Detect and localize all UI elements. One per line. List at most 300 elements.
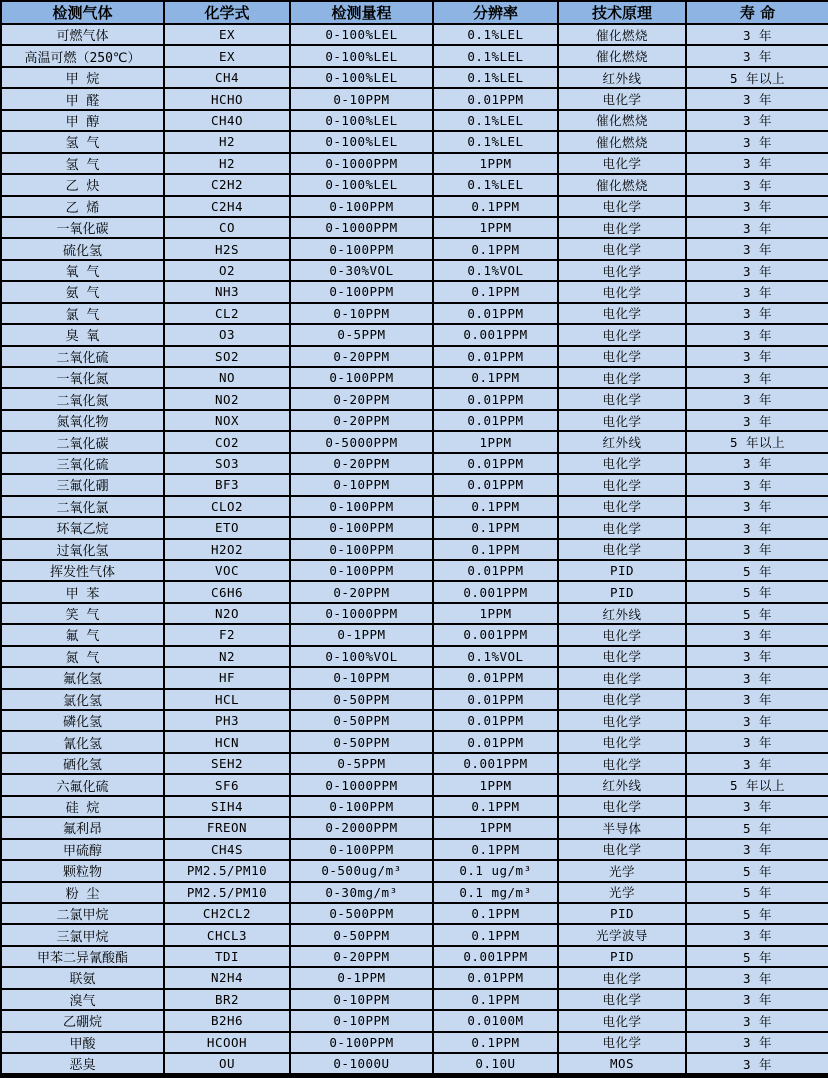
cell-lifespan: 3 年 <box>686 388 828 409</box>
cell-range: 0-50PPM <box>290 924 433 945</box>
cell-principle: 电化学 <box>558 281 686 302</box>
cell-principle: 光学波导 <box>558 924 686 945</box>
cell-formula: CH4S <box>164 839 290 860</box>
cell-gas: 甲硫醇 <box>1 839 164 860</box>
cell-lifespan: 3 年 <box>686 131 828 152</box>
cell-range: 0-100%LEL <box>290 174 433 195</box>
cell-resolution: 0.10U <box>433 1053 558 1076</box>
cell-gas: 硅 烷 <box>1 796 164 817</box>
table-row <box>1 260 828 281</box>
header-resolution: 分辨率 <box>433 1 558 24</box>
cell-gas: 一氧化碳 <box>1 217 164 238</box>
cell-principle: 电化学 <box>558 474 686 495</box>
header-row <box>1 1 828 24</box>
cell-resolution: 0.01PPM <box>433 667 558 688</box>
cell-resolution: 0.0100M <box>433 1010 558 1031</box>
cell-gas: 环氧乙烷 <box>1 517 164 538</box>
cell-principle: 电化学 <box>558 710 686 731</box>
cell-lifespan: 3 年 <box>686 989 828 1010</box>
cell-range: 0-100%LEL <box>290 110 433 131</box>
cell-resolution: 0.01PPM <box>433 474 558 495</box>
cell-gas: 磷化氢 <box>1 710 164 731</box>
cell-resolution: 0.01PPM <box>433 689 558 710</box>
cell-lifespan: 3 年 <box>686 689 828 710</box>
cell-range: 0-10PPM <box>290 667 433 688</box>
cell-formula: HCOOH <box>164 1032 290 1053</box>
table-row <box>1 431 828 452</box>
cell-lifespan: 3 年 <box>686 281 828 302</box>
cell-lifespan: 3 年 <box>686 453 828 474</box>
cell-lifespan: 5 年 <box>686 817 828 838</box>
table-row <box>1 796 828 817</box>
cell-lifespan: 3 年 <box>686 24 828 45</box>
cell-lifespan: 3 年 <box>686 303 828 324</box>
cell-principle: 电化学 <box>558 324 686 345</box>
cell-lifespan: 5 年 <box>686 860 828 881</box>
cell-principle: 电化学 <box>558 346 686 367</box>
cell-principle: 电化学 <box>558 1010 686 1031</box>
cell-formula: SO2 <box>164 346 290 367</box>
cell-lifespan: 3 年 <box>686 496 828 517</box>
cell-range: 0-20PPM <box>290 946 433 967</box>
cell-range: 0-10PPM <box>290 474 433 495</box>
cell-range: 0-100PPM <box>290 517 433 538</box>
cell-gas: 氮氧化物 <box>1 410 164 431</box>
cell-gas: 粉 尘 <box>1 882 164 903</box>
cell-lifespan: 5 年 <box>686 603 828 624</box>
cell-formula: PM2.5/PM10 <box>164 860 290 881</box>
cell-resolution: 0.1PPM <box>433 924 558 945</box>
cell-range: 0-30mg/m³ <box>290 882 433 903</box>
table-row <box>1 882 828 903</box>
cell-lifespan: 3 年 <box>686 667 828 688</box>
table-row <box>1 153 828 174</box>
cell-range: 0-20PPM <box>290 453 433 474</box>
cell-gas: 乙 炔 <box>1 174 164 195</box>
cell-gas: 高温可燃（250℃） <box>1 45 164 66</box>
table-row <box>1 924 828 945</box>
cell-range: 0-100PPM <box>290 560 433 581</box>
cell-range: 0-1000PPM <box>290 153 433 174</box>
cell-range: 0-1PPM <box>290 624 433 645</box>
cell-range: 0-100PPM <box>290 238 433 259</box>
cell-lifespan: 3 年 <box>686 153 828 174</box>
table-row <box>1 88 828 109</box>
cell-formula: O3 <box>164 324 290 345</box>
cell-formula: CO2 <box>164 431 290 452</box>
cell-principle: 电化学 <box>558 753 686 774</box>
table-row <box>1 24 828 45</box>
table-row <box>1 388 828 409</box>
cell-lifespan: 3 年 <box>686 1053 828 1076</box>
cell-lifespan: 3 年 <box>686 839 828 860</box>
table-row <box>1 45 828 66</box>
cell-range: 0-5PPM <box>290 324 433 345</box>
cell-gas: 氨 气 <box>1 281 164 302</box>
cell-lifespan: 5 年以上 <box>686 67 828 88</box>
cell-gas: 二氧化碳 <box>1 431 164 452</box>
cell-principle: PID <box>558 903 686 924</box>
cell-principle: 电化学 <box>558 624 686 645</box>
cell-resolution: 0.1PPM <box>433 839 558 860</box>
cell-resolution: 0.001PPM <box>433 581 558 602</box>
cell-principle: 电化学 <box>558 217 686 238</box>
cell-principle: 电化学 <box>558 153 686 174</box>
cell-resolution: 1PPM <box>433 153 558 174</box>
cell-principle: 催化燃烧 <box>558 45 686 66</box>
cell-gas: 甲 烷 <box>1 67 164 88</box>
table-row <box>1 603 828 624</box>
cell-resolution: 0.1 mg/m³ <box>433 882 558 903</box>
cell-lifespan: 3 年 <box>686 410 828 431</box>
cell-principle: 电化学 <box>558 689 686 710</box>
cell-gas: 氯 气 <box>1 303 164 324</box>
table-row <box>1 1010 828 1031</box>
header-principle: 技术原理 <box>558 1 686 24</box>
cell-resolution: 1PPM <box>433 774 558 795</box>
cell-range: 0-5000PPM <box>290 431 433 452</box>
table-row <box>1 196 828 217</box>
cell-formula: HCN <box>164 731 290 752</box>
cell-resolution: 0.1PPM <box>433 539 558 560</box>
cell-resolution: 0.1PPM <box>433 796 558 817</box>
table-row <box>1 710 828 731</box>
cell-lifespan: 5 年 <box>686 560 828 581</box>
cell-resolution: 0.01PPM <box>433 88 558 109</box>
cell-gas: 六氟化硫 <box>1 774 164 795</box>
cell-formula: C6H6 <box>164 581 290 602</box>
cell-gas: 氮 气 <box>1 646 164 667</box>
cell-gas: 三氧化硫 <box>1 453 164 474</box>
header-formula: 化学式 <box>164 1 290 24</box>
cell-lifespan: 3 年 <box>686 624 828 645</box>
table-row <box>1 131 828 152</box>
cell-principle: 红外线 <box>558 431 686 452</box>
table-row <box>1 774 828 795</box>
cell-principle: 催化燃烧 <box>558 24 686 45</box>
cell-formula: O2 <box>164 260 290 281</box>
cell-resolution: 0.01PPM <box>433 560 558 581</box>
cell-gas: 甲 醛 <box>1 88 164 109</box>
cell-lifespan: 3 年 <box>686 196 828 217</box>
cell-formula: CL2 <box>164 303 290 324</box>
cell-lifespan: 3 年 <box>686 110 828 131</box>
cell-resolution: 0.1 ug/m³ <box>433 860 558 881</box>
cell-lifespan: 5 年 <box>686 903 828 924</box>
table-row <box>1 217 828 238</box>
table-row <box>1 731 828 752</box>
cell-lifespan: 5 年以上 <box>686 431 828 452</box>
table-row <box>1 496 828 517</box>
cell-gas: 挥发性气体 <box>1 560 164 581</box>
cell-formula: C2H2 <box>164 174 290 195</box>
table-row <box>1 474 828 495</box>
cell-range: 0-100PPM <box>290 281 433 302</box>
cell-formula: CH4 <box>164 67 290 88</box>
cell-principle: 电化学 <box>558 388 686 409</box>
cell-lifespan: 3 年 <box>686 796 828 817</box>
cell-principle: PID <box>558 560 686 581</box>
table-row <box>1 624 828 645</box>
table-row <box>1 903 828 924</box>
cell-principle: PID <box>558 581 686 602</box>
cell-lifespan: 3 年 <box>686 174 828 195</box>
cell-lifespan: 3 年 <box>686 731 828 752</box>
cell-formula: SEH2 <box>164 753 290 774</box>
cell-principle: 电化学 <box>558 646 686 667</box>
cell-lifespan: 5 年 <box>686 946 828 967</box>
cell-principle: 催化燃烧 <box>558 131 686 152</box>
cell-formula: OU <box>164 1053 290 1076</box>
cell-resolution: 0.1%LEL <box>433 174 558 195</box>
cell-gas: 氢 气 <box>1 131 164 152</box>
cell-principle: 电化学 <box>558 989 686 1010</box>
cell-resolution: 0.1PPM <box>433 1032 558 1053</box>
cell-formula: B2H6 <box>164 1010 290 1031</box>
cell-range: 0-1000U <box>290 1053 433 1076</box>
cell-range: 0-1000PPM <box>290 603 433 624</box>
cell-range: 0-2000PPM <box>290 817 433 838</box>
cell-formula: EX <box>164 24 290 45</box>
table-row <box>1 281 828 302</box>
table-row <box>1 817 828 838</box>
cell-lifespan: 3 年 <box>686 646 828 667</box>
cell-lifespan: 3 年 <box>686 1032 828 1053</box>
cell-formula: CH2CL2 <box>164 903 290 924</box>
cell-formula: H2S <box>164 238 290 259</box>
cell-resolution: 0.1PPM <box>433 989 558 1010</box>
cell-lifespan: 3 年 <box>686 45 828 66</box>
cell-resolution: 0.001PPM <box>433 324 558 345</box>
cell-formula: HCHO <box>164 88 290 109</box>
cell-formula: PH3 <box>164 710 290 731</box>
table-row <box>1 67 828 88</box>
cell-range: 0-100%LEL <box>290 24 433 45</box>
cell-principle: 电化学 <box>558 796 686 817</box>
cell-range: 0-100PPM <box>290 367 433 388</box>
cell-range: 0-5PPM <box>290 753 433 774</box>
table-row <box>1 753 828 774</box>
cell-lifespan: 5 年以上 <box>686 774 828 795</box>
header-lifespan: 寿 命 <box>686 1 828 24</box>
cell-principle: 电化学 <box>558 260 686 281</box>
cell-formula: FREON <box>164 817 290 838</box>
cell-gas: 氰化氢 <box>1 731 164 752</box>
cell-resolution: 0.001PPM <box>433 753 558 774</box>
cell-gas: 二氯甲烷 <box>1 903 164 924</box>
cell-formula: BR2 <box>164 989 290 1010</box>
cell-gas: 乙 烯 <box>1 196 164 217</box>
cell-formula: N2O <box>164 603 290 624</box>
cell-principle: 电化学 <box>558 303 686 324</box>
cell-formula: H2O2 <box>164 539 290 560</box>
cell-resolution: 0.1%LEL <box>433 24 558 45</box>
cell-formula: HF <box>164 667 290 688</box>
cell-range: 0-50PPM <box>290 689 433 710</box>
cell-lifespan: 3 年 <box>686 346 828 367</box>
cell-range: 0-100%LEL <box>290 131 433 152</box>
cell-principle: 电化学 <box>558 539 686 560</box>
cell-gas: 氢 气 <box>1 153 164 174</box>
cell-lifespan: 3 年 <box>686 260 828 281</box>
cell-gas: 一氧化氮 <box>1 367 164 388</box>
cell-principle: 电化学 <box>558 410 686 431</box>
cell-gas: 甲 苯 <box>1 581 164 602</box>
cell-principle: 电化学 <box>558 1032 686 1053</box>
cell-range: 0-50PPM <box>290 731 433 752</box>
cell-range: 0-100PPM <box>290 1032 433 1053</box>
cell-formula: TDI <box>164 946 290 967</box>
cell-gas: 颗粒物 <box>1 860 164 881</box>
cell-range: 0-500PPM <box>290 903 433 924</box>
cell-range: 0-20PPM <box>290 346 433 367</box>
table-body <box>1 24 828 1076</box>
header-range: 检测量程 <box>290 1 433 24</box>
cell-principle: 红外线 <box>558 67 686 88</box>
cell-resolution: 1PPM <box>433 817 558 838</box>
cell-resolution: 0.01PPM <box>433 453 558 474</box>
cell-principle: 电化学 <box>558 367 686 388</box>
cell-formula: H2 <box>164 153 290 174</box>
cell-lifespan: 5 年 <box>686 581 828 602</box>
cell-resolution: 0.001PPM <box>433 624 558 645</box>
cell-resolution: 0.1%VOL <box>433 260 558 281</box>
cell-principle: 电化学 <box>558 667 686 688</box>
cell-resolution: 1PPM <box>433 603 558 624</box>
cell-formula: CLO2 <box>164 496 290 517</box>
cell-range: 0-100%VOL <box>290 646 433 667</box>
cell-gas: 氟 气 <box>1 624 164 645</box>
table-row <box>1 1032 828 1053</box>
cell-lifespan: 3 年 <box>686 217 828 238</box>
table-header <box>1 1 828 24</box>
cell-resolution: 0.01PPM <box>433 731 558 752</box>
cell-range: 0-100%LEL <box>290 67 433 88</box>
cell-resolution: 0.1PPM <box>433 496 558 517</box>
cell-resolution: 0.01PPM <box>433 710 558 731</box>
table-row <box>1 646 828 667</box>
cell-principle: MOS <box>558 1053 686 1076</box>
table-row <box>1 667 828 688</box>
cell-principle: PID <box>558 946 686 967</box>
cell-formula: NH3 <box>164 281 290 302</box>
cell-resolution: 0.1%LEL <box>433 110 558 131</box>
cell-lifespan: 3 年 <box>686 474 828 495</box>
cell-lifespan: 3 年 <box>686 710 828 731</box>
cell-formula: CH4O <box>164 110 290 131</box>
cell-range: 0-100PPM <box>290 796 433 817</box>
cell-gas: 溴气 <box>1 989 164 1010</box>
cell-range: 0-500ug/m³ <box>290 860 433 881</box>
cell-resolution: 0.001PPM <box>433 946 558 967</box>
cell-range: 0-20PPM <box>290 410 433 431</box>
cell-formula: EX <box>164 45 290 66</box>
cell-gas: 氯化氢 <box>1 689 164 710</box>
cell-range: 0-100PPM <box>290 539 433 560</box>
cell-resolution: 0.1%LEL <box>433 67 558 88</box>
cell-gas: 硒化氢 <box>1 753 164 774</box>
cell-resolution: 0.01PPM <box>433 410 558 431</box>
cell-range: 0-20PPM <box>290 581 433 602</box>
cell-principle: 催化燃烧 <box>558 110 686 131</box>
cell-gas: 氟化氢 <box>1 667 164 688</box>
cell-range: 0-20PPM <box>290 388 433 409</box>
cell-range: 0-100%LEL <box>290 45 433 66</box>
cell-resolution: 0.1%LEL <box>433 45 558 66</box>
cell-formula: N2H4 <box>164 967 290 988</box>
cell-lifespan: 3 年 <box>686 967 828 988</box>
table-row <box>1 410 828 431</box>
cell-gas: 三氟化硼 <box>1 474 164 495</box>
cell-formula: N2 <box>164 646 290 667</box>
cell-principle: 电化学 <box>558 238 686 259</box>
table-row <box>1 174 828 195</box>
cell-gas: 可燃气体 <box>1 24 164 45</box>
cell-lifespan: 3 年 <box>686 324 828 345</box>
cell-formula: NOX <box>164 410 290 431</box>
cell-principle: 光学 <box>558 860 686 881</box>
cell-principle: 电化学 <box>558 88 686 109</box>
cell-formula: SO3 <box>164 453 290 474</box>
cell-gas: 过氧化氢 <box>1 539 164 560</box>
cell-range: 0-50PPM <box>290 710 433 731</box>
cell-principle: 电化学 <box>558 967 686 988</box>
cell-resolution: 0.1PPM <box>433 281 558 302</box>
cell-lifespan: 3 年 <box>686 367 828 388</box>
cell-resolution: 0.1PPM <box>433 903 558 924</box>
cell-gas: 恶臭 <box>1 1053 164 1076</box>
cell-resolution: 0.1PPM <box>433 238 558 259</box>
cell-resolution: 0.01PPM <box>433 303 558 324</box>
table-row <box>1 989 828 1010</box>
cell-lifespan: 3 年 <box>686 753 828 774</box>
table-row <box>1 303 828 324</box>
cell-resolution: 1PPM <box>433 217 558 238</box>
cell-principle: 电化学 <box>558 453 686 474</box>
table-row <box>1 346 828 367</box>
table-row <box>1 560 828 581</box>
table-row <box>1 238 828 259</box>
table-row <box>1 1053 828 1076</box>
cell-range: 0-1000PPM <box>290 217 433 238</box>
cell-range: 0-10PPM <box>290 303 433 324</box>
cell-formula: NO <box>164 367 290 388</box>
cell-range: 0-100PPM <box>290 196 433 217</box>
cell-resolution: 0.1%LEL <box>433 131 558 152</box>
table-row <box>1 967 828 988</box>
cell-lifespan: 3 年 <box>686 1010 828 1031</box>
cell-gas: 氟利昂 <box>1 817 164 838</box>
cell-principle: 红外线 <box>558 603 686 624</box>
cell-range: 0-30%VOL <box>290 260 433 281</box>
cell-principle: 电化学 <box>558 517 686 538</box>
cell-gas: 硫化氢 <box>1 238 164 259</box>
cell-lifespan: 3 年 <box>686 539 828 560</box>
table-row <box>1 324 828 345</box>
cell-gas: 乙硼烷 <box>1 1010 164 1031</box>
header-gas: 检测气体 <box>1 1 164 24</box>
cell-lifespan: 3 年 <box>686 88 828 109</box>
cell-formula: SF6 <box>164 774 290 795</box>
cell-principle: 电化学 <box>558 839 686 860</box>
cell-gas: 二氧化硫 <box>1 346 164 367</box>
cell-gas: 甲酸 <box>1 1032 164 1053</box>
cell-gas: 臭 氧 <box>1 324 164 345</box>
cell-gas: 联氨 <box>1 967 164 988</box>
table-row <box>1 539 828 560</box>
cell-principle: 催化燃烧 <box>558 174 686 195</box>
cell-range: 0-10PPM <box>290 88 433 109</box>
